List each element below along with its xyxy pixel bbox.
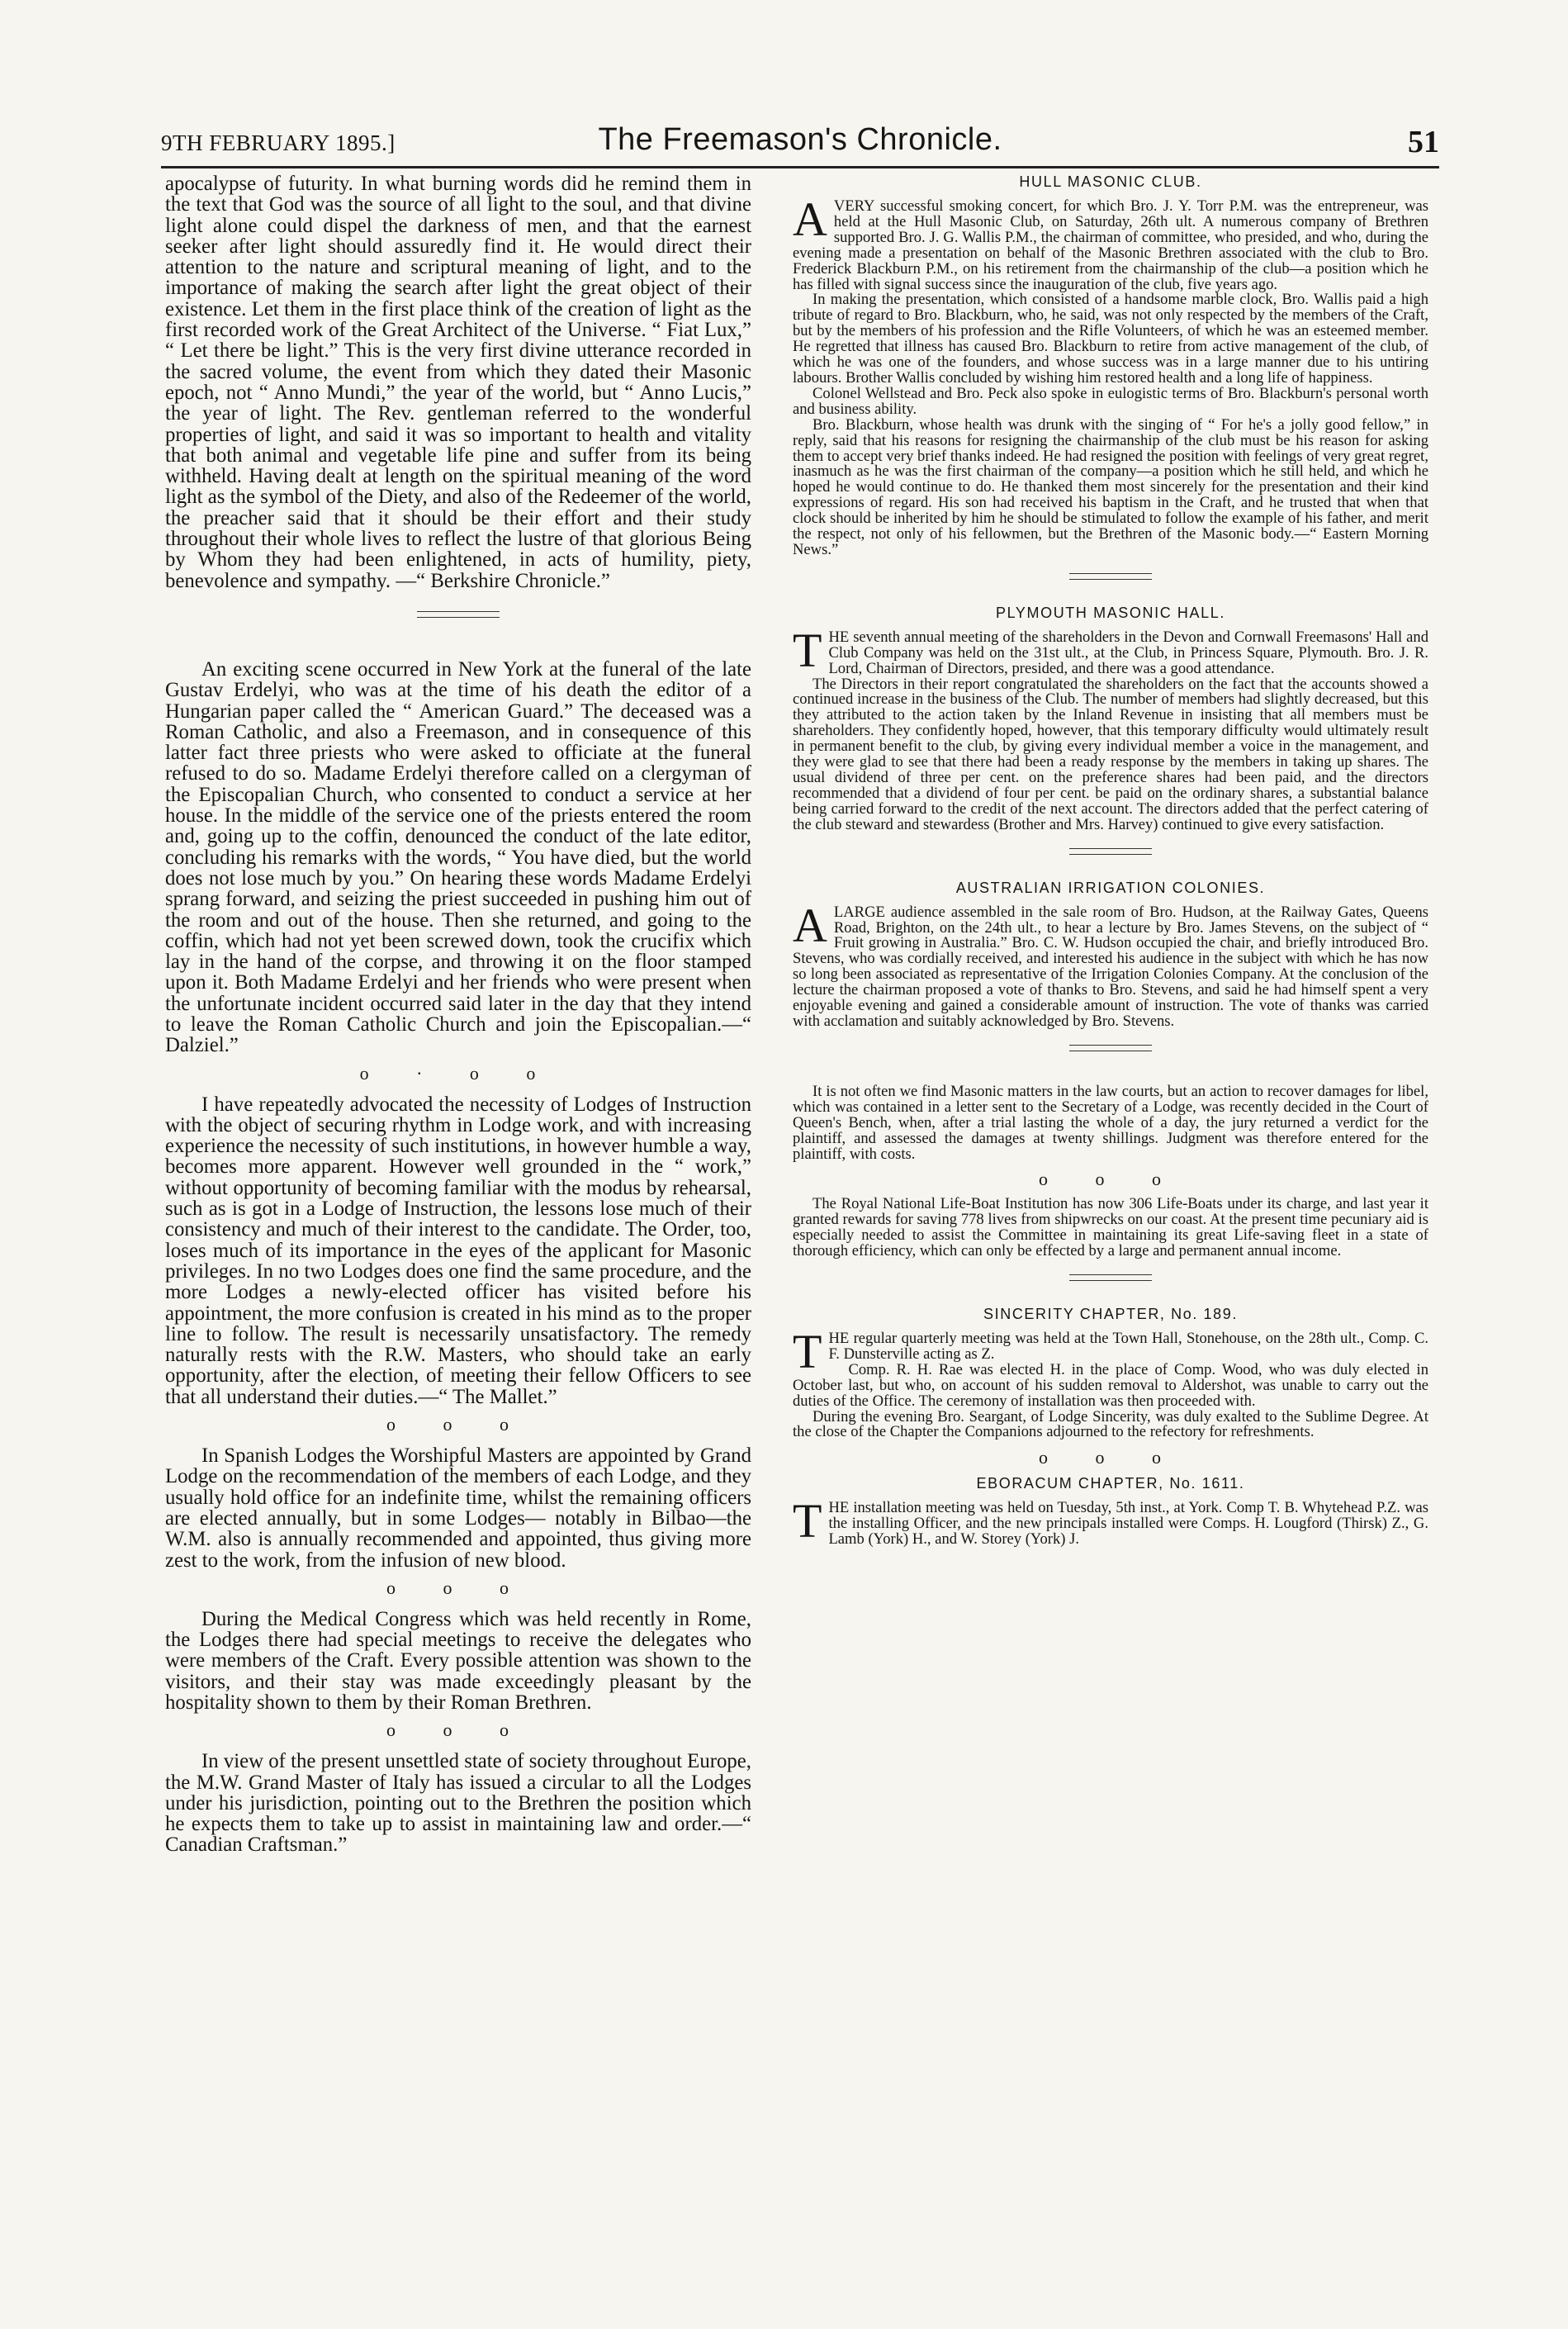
australian-heading: AUSTRALIAN IRRIGATION COLONIES. [955,879,1266,896]
medical-congress-paragraph: During the Medical Congress which was held recently in Rome, the Lodges there had special meetings to receive the delegates who were members of the Craft. Every possible attention was shown to the visitors, and their stay was made exceedingly pleasant by the hospitality shown to them by their Roman Brethren. [165,1607,751,1714]
drop-cap: T [793,1494,822,1549]
spanish-lodges-paragraph: In Spanish Lodges the Worshipful Masters are appointed by Grand Lodge on the recommendation of the members of each Lodge, and they usually hold office for an indefinite time, whilst the remaining officers are elected annually, but in some Lodges— notably in Bilbao—the W.M. also is annually recommended and appointed, thus giving more zest to the work, from the infusion of new blood. [165,1444,751,1572]
ornament-dots: o o o [386,1577,530,1598]
sincerity-paragraph-3: During the evening Bro. Seargant, of Lodge Sincerity, was duly exalted to the Sublime Degree. At the close of the Chapter the Companions adjourned to the refectory for refreshments. [793,1407,1428,1441]
section-divider [417,611,500,618]
new-york-paragraph: An exciting scene occurred in New York at the funeral of the late Gustav Erdelyi, who was at the time of his death the editor of a Hungarian paper called the “ American Guard.” The deceased was a Roman Catholic, and also a Freemason, and in consequence of this latter fact three priests who were asked to officiate at the funeral refused to do so. Madame Erdelyi therefore called on a clergyman of the Episcopalian Church, who consented to conduct a service at her house. In the middle of the service one of the priests entered the room and, going up to the coffin, denounced the conduct of the late editor, concluding his remarks with the words, “ You have died, but the world does not lose much by you.” On hearing these words Madame Erdelyi sprang forward, and seizing the priest succeeded in pushing him out of the room and out of the house. Then she returned, and going to the coffin, which had not yet been screwed down, took the crucifix which lay in the hand of the corpse, and throwing it on the floor stamped upon it. Both Madame Erdelyi and her friends who were present when the unfortunate incident occurred said later in the day that they intend to leave the Roman Catholic Church and join the Episcopalian.—“ Dalziel.” [165,657,751,1057]
page-number: 51 [1408,125,1439,159]
hull-paragraph-1: AVERY successful smoking concert, for which Bro. J. Y. Torr P.M. was the entrepreneur, was held at the Hull Masonic Club, on Saturday, 26th ult. A numerous company of Brethren supported Bro. J. G. Wallis P.M., the chairman of committee, who presided, and who, during the evening made a presentation on behalf of the Masonic Brethren associated with the club to Bro. Frederick Blackburn P.M., on his retirement from the chairmanship of the club—a position which he has filled with signal success since the inauguration of the club, five years ago. [793,192,1428,293]
issue-date: 9TH FEBRUARY 1895.] [161,130,396,155]
ornament-dots: o o o [1039,1169,1182,1190]
libel-paragraph: It is not often we find Masonic matters in the law courts, but an action to recover damages for libel, which was contained in a letter sent to the Secretary of a Lodge, was recently decided in the Court of Queen's Bench, when, after a trial lasting the whole of a day, the jury returned a verdict for the plaintiff, and assessed the damages at twenty shillings. Judgment was therefore entered for the plaintiff, with costs. [793,1082,1428,1163]
section-divider [1069,1045,1152,1051]
berkshire-paragraph: apocalypse of futurity. In what burning words did he remind them in the text that God was the source of all light to the soul, and that divine light alone could dispel the darkness of men, and that the earnest seeker after light should assuredly find it. He would direct their attention to the nature and scriptural meaning of light, and to the importance of making the search after light the great object of their existence. Let them in the first place think of the creation of light as the first recorded work of the Great Architect of the Universe. “ Fiat Lux,” “ Let there be light.” This is the very first divine utterance recorded in the sacred volume, the event from which they dated their Masonic epoch, not “ Anno Mundi,” the year of the world, but “ Anno Lucis,” the year of light. The Rev. gentleman referred to the wonderful properties of light, and said it was so important to health and vitality that both animal and vegetable life pine and suffer from its being withheld. Having dealt at length on the spiritual meaning of the word light as the symbol of the Diety, and also of the Redeemer of the world, the preacher said that it should be their effort and their study throughout their whole lives to reflect the lustre of that glorious Being by Whom they had been enlightened, in acts of humility, piety, benevolence and sympathy. —“ Berkshire Chronicle.” [165,173,751,592]
hull-paragraph-4: Bro. Blackburn, whose health was drunk with the singing of “ For he's a jolly good fellow,” in reply, said that his reasons for resigning the chairmanship of the club must be his reason for asking them to accept very brief thanks indeed. He had resigned the position with feelings of very great regret, inasmuch as he was the first chairman of the company—a position which he still held, and which he hoped he would continue to do. He thanked them most sincerely for the presentation and their kind expressions of regard. His son had received his baptism in the Craft, and he trusted that when that clock should be inherited by him he should be stimulated to follow the example of his father, and merit the respect, not only of his fellowmen, but the Brethren of the Masonic body.—“ Eastern Morning News.” [793,415,1428,558]
italy-circular-paragraph: In view of the present unsettled state of society throughout Europe, the M.W. Grand Master of Italy has issued a circular to all the Lodges under his jurisdiction, pointing out to the Brethren the position which he expects them to take up to assist in maintaining law and order.—“ Canadian Craftsman.” [165,1750,751,1857]
drop-cap: A [793,192,827,246]
drop-cap: T [793,1325,822,1379]
sincerity-paragraph-2: Comp. R. H. Rae was elected H. in the place of Comp. Wood, who was duly elected in October last, but who, on account of his sudden removal to Aldershot, was unable to carry out the duties of the Office. The ceremony of installation was then proceeded with. [793,1360,1428,1410]
section-divider [1069,848,1152,855]
ornament-dots: o o o [386,1719,530,1741]
hull-paragraph-2: In making the presentation, which consisted of a handsome marble clock, Bro. Wallis paid a high tribute of regard to Bro. Blackburn, who, he said, was not only respected by the members of the Craft, but by the members of his profession and the Rifle Volunteers, of which he was an esteemed member. He regretted that illness has caused Bro. Blackburn to retire from active management of the club, of which he was one of the founders, and whose success was in a large manner due to his untiring labours. Brother Wallis concluded by wishing him restored health and a long life of happiness. [793,291,1428,387]
plymouth-paragraph-1: THE seventh annual meeting of the shareholders in the Devon and Cornwall Freemasons' Hall and Club Company was held on the 31st ult., at the Club, in Princess Square, Plymouth. Bro. J. R. Lord, Chairman of Directors, presided, and there was a good attendance. [793,623,1428,677]
sincerity-paragraph-1: THE regular quarterly meeting was held at the Town Hall, Stonehouse, on the 28th ult., Comp. C. F. Dunsterville acting as Z. [793,1325,1428,1379]
masthead-rule [161,166,1439,168]
left-column [165,173,751,1856]
lifeboat-paragraph: The Royal National Life-Boat Institution has now 306 Life-Boats under its charge, and last year it granted rewards for saving 778 lives from shipwrecks on our coast. At the present time pecuniary aid is especially needed to assist the Committee in maintaining its great Life-saving fleet in a state of thorough efficiency, which can only be effected by a large and permanent annual income. [793,1195,1428,1260]
publication-title: The Freemason's Chronicle. [598,122,1002,157]
right-column [793,173,1428,1548]
plymouth-paragraph-2: The Directors in their report congratulated the shareholders on the fact that the accounts showed a continued increase in the business of the Club. The number of members had slightly decreased, but this they attributed to the action taken by the Inland Revenue in insisting that all members must be shareholders. They confidently hoped, however, that this temporary difficulty would ultimately result in permanent benefit to the club, by giving every individual member a voice in the management, and they were glad to see that there had been a ready response by the members in taking up shares. The usual dividend of three per cent. on the preference shares had been paid, and the directors recommended that a dividend of four per cent. be paid on the ordinary shares, a substantial balance being carried forward to the credit of the next account. The directors added that the perfect catering of the club steward and stewardess (Brother and Mrs. Harvey) continued to give every satisfaction. [793,675,1428,833]
hull-heading: HULL MASONIC CLUB. [1019,173,1202,190]
australian-paragraph: ALARGE audience assembled in the sale room of Bro. Hudson, at the Railway Gates, Queens Road, Brighton, on the 24th ult., to hear a lecture by Bro. James Stevens, on the subject of “ Fruit growing in Australia.” Bro. C. W. Hudson occupied the chair, and briefly introduced Bro. Stevens, who was cordially received, and interested his audience in the subject with which he has now so long been associated as representative of the Irrigation Colonies Company. At the conclusion of the lecture the chairman proposed a vote of thanks to Bro. Stevens, and said he had himself spent a very enjoyable evening and gained a considerable amount of instruction. The vote of thanks was carried with acclamation and suitably acknowledged by Bro. Stevens. [793,898,1428,1030]
eboracum-heading: EBORACUM CHAPTER, No. 1611. [976,1475,1245,1492]
hull-paragraph-3: Colonel Wellstead and Bro. Peck also spoke in eulogistic terms of Bro. Blackburn's personal worth and business ability. [793,384,1428,418]
drop-cap: T [793,623,822,677]
drop-cap: A [793,898,827,952]
masthead [161,122,1439,164]
ornament-dots: o · o o [359,1062,557,1084]
ornament-dots: o o o [386,1414,530,1435]
eboracum-paragraph: THE installation meeting was held on Tuesday, 5th inst., at York. Comp T. B. Whytehead P.Z. was the installing Officer, and the new principals installed were Comps. H. Lougford (Thirsk) Z., G. Lamb (York) H., and W. Storey (York) J. [793,1494,1428,1549]
section-divider [1069,573,1152,580]
ornament-dots: o o o [1039,1447,1182,1468]
section-divider [1069,1274,1152,1281]
sincerity-heading: SINCERITY CHAPTER, No. 189. [983,1306,1238,1323]
lodges-instruction-paragraph: I have repeatedly advocated the necessity of Lodges of Instruction with the object of securing rhythm in Lodge work, and with increasing experience the necessity of such institutions, in however humble a way, becomes more apparent. However well grounded in the “ work,” without opportunity of becoming familiar with the modus by rehearsal, such as is got in a Lodge of Instruction, the lessons lose much of their consistency and much of their interest to the candidate. The Order, too, loses much of its importance in the eyes of the applicant for Masonic privileges. In no two Lodges does one find the same procedure, and the more Lodges a newly-elected officer has visited before his appointment, the more confusion is created in his mind as to the proper line to follow. The result is necessarily unsatisfactory. The remedy naturally rests with the R.W. Masters, who should take an early opportunity, after the election, of meeting their fellow Officers to see that all understand their duties.—“ The Mallet.” [165,1093,751,1408]
plymouth-heading: PLYMOUTH MASONIC HALL. [996,604,1225,621]
